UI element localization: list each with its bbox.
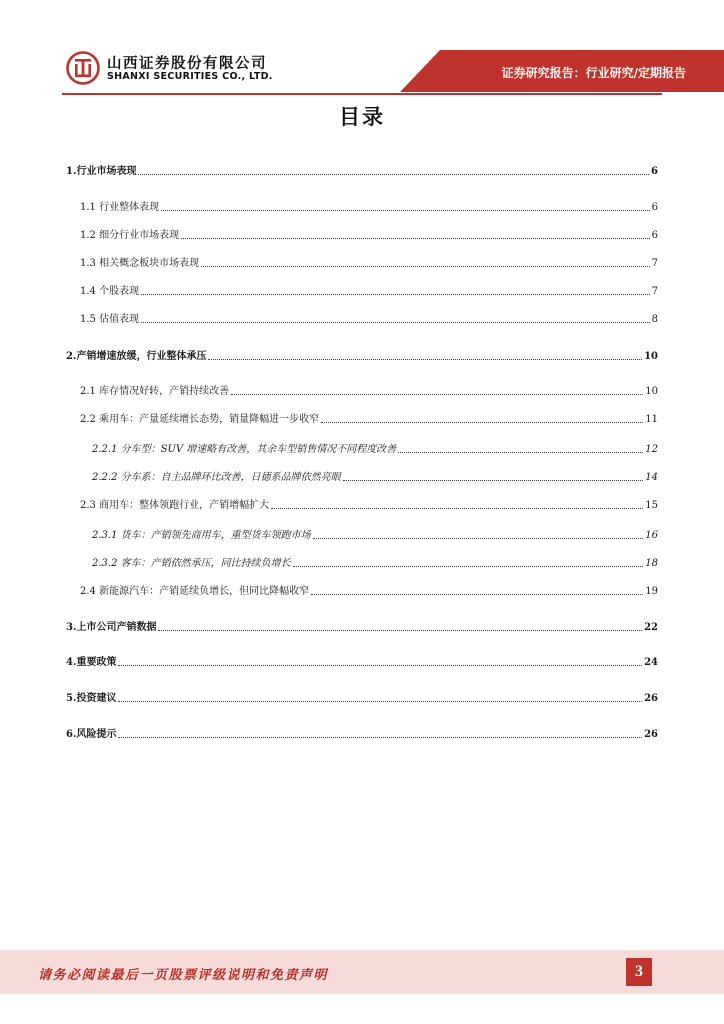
toc-entry-label: 1.3 相关概念板块市场表现 <box>80 258 200 269</box>
toc-leader-dots <box>138 165 649 175</box>
toc-entry[interactable] <box>92 557 658 571</box>
toc-leader-dots <box>201 257 650 267</box>
toc-entry-label: 6.风险提示 <box>66 729 117 740</box>
toc-entry[interactable] <box>66 621 658 635</box>
toc-entry-label: 2.2.1 分车型：SUV 增速略有改善，其余车型销售情况不同程度改善 <box>92 444 397 455</box>
header-divider <box>62 93 662 95</box>
toc-entry[interactable] <box>92 443 658 457</box>
toc-entry[interactable] <box>80 229 658 243</box>
toc-entry[interactable] <box>80 313 658 327</box>
toc-entry-label: 2.产销增速放缓，行业整体承压 <box>66 351 207 362</box>
toc-leader-dots <box>161 201 650 211</box>
toc-leader-dots <box>208 350 642 360</box>
toc-entry-page: 26 <box>644 729 658 740</box>
toc-leader-dots <box>141 285 650 295</box>
toc-entry[interactable] <box>80 499 658 513</box>
toc-entry-page: 12 <box>645 444 658 455</box>
toc-entry[interactable] <box>80 385 658 399</box>
toc-entry[interactable] <box>66 692 658 706</box>
toc-entry-page: 7 <box>651 286 658 297</box>
toc-entry-page: 10 <box>645 386 658 397</box>
page-header <box>0 0 724 96</box>
toc-entry[interactable] <box>92 529 658 543</box>
toc-entry-label: 2.3.2 客车：产销依然承压，同比持续负增长 <box>92 558 291 569</box>
toc-entry-label: 2.3 商用车：整体领跑行业，产销增幅扩大 <box>80 500 270 511</box>
toc-leader-dots <box>141 313 650 323</box>
toc-leader-dots <box>158 621 642 631</box>
toc-entry-page: 26 <box>644 693 658 704</box>
toc-leader-dots <box>398 443 643 453</box>
toc-entry-page: 18 <box>645 558 658 569</box>
toc-entry-page: 6 <box>651 230 658 241</box>
toc-leader-dots <box>313 529 644 539</box>
toc-entry[interactable] <box>66 656 658 670</box>
toc-entry-label: 3.上市公司产销数据 <box>66 622 157 633</box>
toc-entry[interactable] <box>80 257 658 271</box>
toc-entry-label: 2.2 乘用车：产量延续增长态势，销量降幅进一步收窄 <box>80 414 320 425</box>
toc-leader-dots <box>118 656 642 666</box>
toc-entry-page: 6 <box>651 202 658 213</box>
toc-entry-label: 5.投资建议 <box>66 693 117 704</box>
toc-entry-page: 7 <box>651 258 658 269</box>
toc-entry-page: 11 <box>645 414 658 425</box>
toc-entry-label: 2.4 新能源汽车：产销延续负增长，但同比降幅收窄 <box>80 586 310 597</box>
company-logo-icon <box>66 51 100 85</box>
toc-entry-page: 8 <box>651 314 658 325</box>
toc-entry-page: 6 <box>651 166 658 177</box>
toc-entry-page: 16 <box>645 530 658 541</box>
toc-entry-page: 22 <box>644 622 658 633</box>
company-name-cn: 山西证券股份有限公司 <box>107 56 267 72</box>
toc-entry[interactable] <box>80 285 658 299</box>
toc-leader-dots <box>271 499 643 509</box>
toc-entry-label: 1.5 估值表现 <box>80 314 140 325</box>
toc-entry-label: 4.重要政策 <box>66 657 117 668</box>
toc-entry-label: 1.4 个股表现 <box>80 286 140 297</box>
toc-leader-dots <box>181 229 650 239</box>
report-type-label: 证券研究报告：行业研究/定期报告 <box>501 66 686 80</box>
toc-title: 目录 <box>339 105 385 129</box>
toc-entry-page: 24 <box>644 657 658 668</box>
toc-entry-page: 14 <box>645 472 658 483</box>
toc-entry-label: 1.2 细分行业市场表现 <box>80 230 180 241</box>
toc-leader-dots <box>231 385 643 395</box>
toc-leader-dots <box>293 557 644 567</box>
toc-leader-dots <box>118 692 642 702</box>
toc-entry-label: 2.1 库存情况好转，产销持续改善 <box>80 386 230 397</box>
toc-entry-label: 1.1 行业整体表现 <box>80 202 160 213</box>
toc-entry[interactable] <box>80 201 658 215</box>
toc-entry[interactable] <box>80 413 658 427</box>
toc-leader-dots <box>343 471 644 481</box>
disclaimer-text: 请务必阅读最后一页股票评级说明和免责声明 <box>38 968 329 983</box>
page-number: 3 <box>626 958 652 986</box>
toc-leader-dots <box>321 413 643 423</box>
toc-entry-label: 1.行业市场表现 <box>66 166 137 177</box>
toc-entry[interactable] <box>80 585 658 599</box>
company-name-en: SHANXI SECURITIES CO., LTD. <box>107 71 273 82</box>
toc-entry-page: 10 <box>644 351 658 362</box>
toc-entry[interactable] <box>66 165 658 179</box>
toc-leader-dots <box>118 728 642 738</box>
toc-entry-page: 15 <box>645 500 658 511</box>
toc-entry-label: 2.3.1 货车：产销领先商用车，重型货车领跑市场 <box>92 530 311 541</box>
toc-entry-page: 19 <box>645 586 658 597</box>
toc-entry[interactable] <box>66 728 658 742</box>
toc-leader-dots <box>311 585 643 595</box>
toc-entry[interactable] <box>66 350 658 364</box>
toc-entry-label: 2.2.2 分车系：自主品牌环比改善，日德系品牌依然亮眼 <box>92 472 341 483</box>
toc-entry[interactable] <box>92 471 658 485</box>
